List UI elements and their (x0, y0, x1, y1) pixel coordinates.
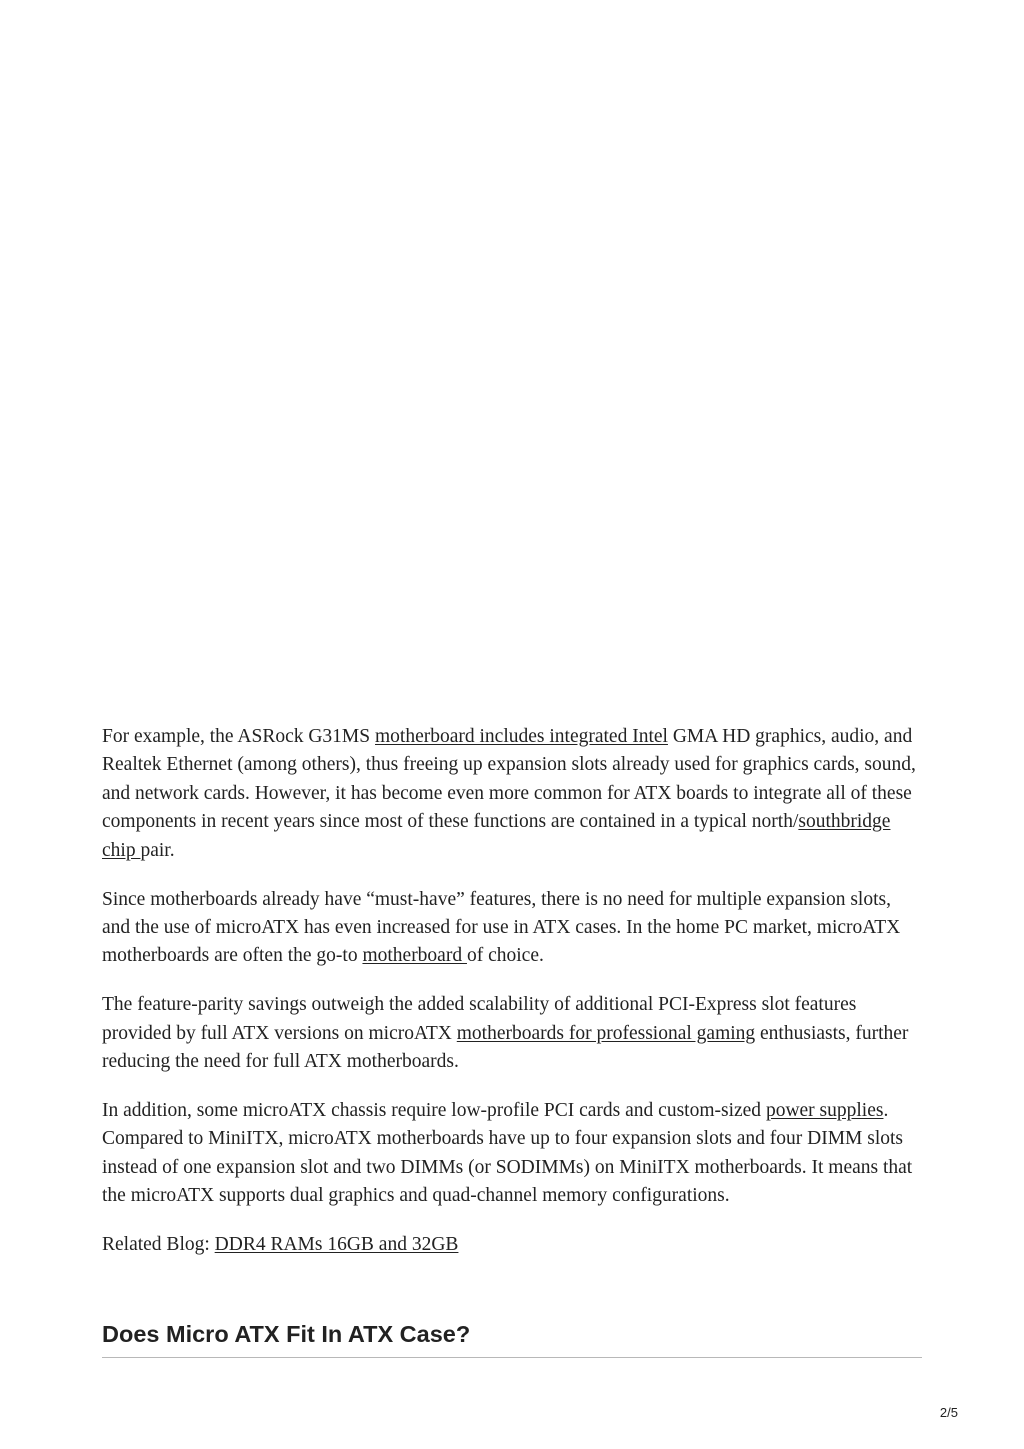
paragraph-text: In addition, some microATX chassis require low-profile PCI cards and custom-sized (102, 1099, 766, 1121)
paragraph-text: Since motherboards already have “must-have” features, there is no need for multiple expansion slots, and the use of microATX has even increased for use in ATX cases. In the home PC market, microATX motherboards are often the go-to (102, 888, 901, 967)
paragraph-must-have-features (102, 886, 922, 971)
article-body (102, 723, 922, 1280)
paragraph-integrated-components (102, 723, 922, 865)
paragraph-text: For example, the ASRock G31MS (102, 726, 375, 747)
blank-image-area (0, 0, 1024, 720)
link-motherboard[interactable]: motherboard (362, 945, 467, 967)
link-southbridge-chip[interactable]: southbridge chip (102, 811, 891, 861)
section-heading: Does Micro ATX Fit In ATX Case? (102, 1321, 471, 1347)
paragraph-text: . Compared to MiniITX, microATX motherboards have up to four expansion slots and four DIMM slots instead of one expansion slot and two DIMMs (or SODIMMs) on MiniITX motherboards. It means that the microATX supports dual graphics and quad-channel memory configurations. (102, 1099, 913, 1207)
paragraph-text: enthusiasts, further reducing the need for full ATX motherboards. (102, 1022, 909, 1073)
paragraph-feature-parity (102, 991, 922, 1076)
link-motherboards-for-professional-gaming[interactable]: motherboards for professional gaming (456, 1022, 756, 1044)
related-blog (102, 1231, 922, 1259)
heading-divider (102, 1357, 922, 1358)
paragraph-text: GMA HD graphics, audio, and Realtek Ethernet (among others), thus freeing up expansion slots already used for graphics cards, sound, and network cards. However, it has become even more common for ATX boards to integrate all of these components in recent years since most of these functions are contained in a typical north/ (102, 726, 916, 833)
link-related-blog-ddr4-rams[interactable]: DDR4 RAMs 16GB and 32GB (214, 1234, 459, 1256)
paragraph-microatx-chassis (102, 1097, 922, 1211)
link-motherboard-includes-integrated-intel[interactable]: motherboard includes integrated Intel (375, 726, 668, 747)
related-blog-label: Related Blog: (102, 1234, 215, 1256)
paragraph-text: The feature-parity savings outweigh the added scalability of additional PCI-Express slot features provided by full ATX versions on microATX (102, 994, 857, 1044)
paragraph-text: pair. (140, 839, 175, 861)
paragraph-text: of choice. (466, 945, 544, 967)
page-number: 2/5 (939, 1405, 958, 1420)
link-power-supplies[interactable]: power supplies (765, 1099, 884, 1121)
